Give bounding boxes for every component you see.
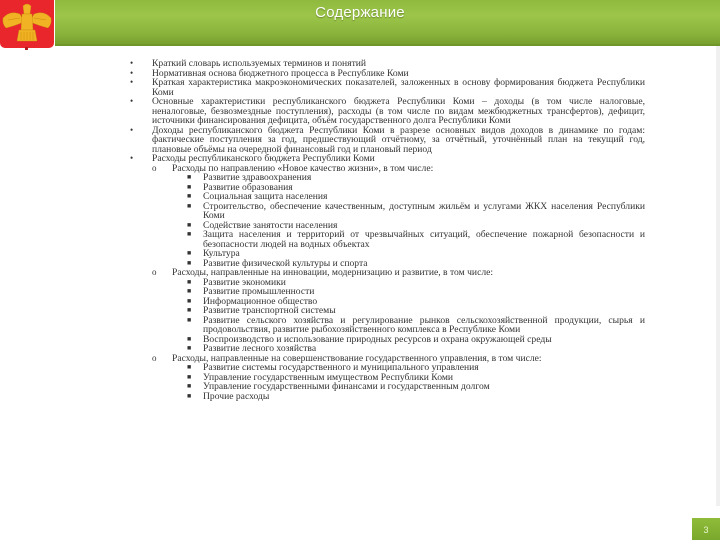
- toc-item-level-3: [187, 229, 645, 250]
- square-bullet-icon: ■: [187, 334, 192, 343]
- toc-item-text: Развитие физической культуры и спорта: [203, 257, 368, 269]
- square-bullet-icon: ■: [187, 306, 192, 314]
- toc-item-text: Информационное общество: [203, 295, 318, 307]
- toc-item-text: Доходы республиканского бюджета Республики Коми в разрезе основных видов доходов в динамике по годам: фактические поступления за год, предшествующий отчётному, за отчётный, уточнённый план на текущий год, плановые объёмы на очередной финансовый год и плановый период: [152, 124, 645, 155]
- toc-item-text: Развитие экономики: [203, 276, 286, 288]
- header-bar: [55, 0, 720, 46]
- toc-item-text: Нормативная основа бюджетного процесса в Республике Коми: [152, 67, 409, 79]
- toc-item-text: Строительство, обеспечение качественным, доступным жильём и услугами ЖКХ населения Республики Коми: [203, 200, 645, 221]
- page-title: Содержание: [315, 4, 405, 21]
- toc-item-text: Социальная защита населения: [203, 191, 328, 202]
- toc-item-text: Развитие здравоохранения: [203, 172, 312, 183]
- toc-item-level-3: [187, 390, 645, 402]
- round-bullet-icon: •: [130, 58, 134, 68]
- square-bullet-icon: ■: [187, 372, 192, 381]
- square-bullet-icon: ■: [187, 344, 192, 352]
- square-bullet-icon: ■: [187, 363, 192, 371]
- toc-item-text: Краткая характеристика макроэкономических показателей, заложенных в основу формирования бюджета Республики Коми: [152, 77, 645, 98]
- toc-item-text: Расходы по направлению «Новое качество жизни», в том числе:: [172, 162, 434, 174]
- toc-item-text: Культура: [203, 248, 240, 259]
- square-bullet-icon: ■: [187, 192, 192, 200]
- square-bullet-icon: ■: [187, 277, 192, 286]
- square-bullet-icon: ■: [187, 391, 192, 400]
- round-bullet-icon: •: [130, 96, 134, 106]
- square-bullet-icon: ■: [187, 173, 192, 181]
- circle-bullet-icon: o: [152, 352, 157, 363]
- toc-item-text: Управление государственными финансами и государственным долгом: [203, 381, 490, 392]
- toc-item-level-1: [130, 77, 645, 98]
- square-bullet-icon: ■: [187, 201, 192, 210]
- circle-bullet-icon: o: [152, 267, 157, 277]
- square-bullet-icon: ■: [187, 220, 192, 229]
- toc-item-level-3: [187, 381, 645, 392]
- logo-stem: [25, 47, 28, 50]
- round-bullet-icon: •: [130, 67, 134, 78]
- toc-item-text: Краткий словарь используемых терминов и понятий: [152, 58, 367, 69]
- toc-item-text: Прочие расходы: [203, 390, 270, 402]
- toc-item-text: Развитие лесного хозяйства: [203, 343, 317, 354]
- toc-item-level-1: [130, 124, 645, 155]
- toc-item-text: Развитие промышленности: [203, 286, 315, 297]
- square-bullet-icon: ■: [187, 382, 192, 390]
- toc-item-text: Основные характеристики республиканского бюджета Республики Коми – доходы (в том числе налоговые, неналоговые, безвозмездные поступления), расходы (в том числе по видам межбюджетных трансфертов), дефицит, источники финансирования дефицита, объём государственного долга Республики Коми: [152, 96, 645, 126]
- square-bullet-icon: ■: [187, 287, 192, 295]
- page-number-badge: [692, 518, 720, 540]
- toc-item-text: Развитие образования: [203, 181, 293, 193]
- toc-item-text: Защита населения и территорий от чрезвычайных ситуаций, обеспечение пожарной безопасности и безопасности людей на водных объектах: [203, 229, 645, 250]
- square-bullet-icon: ■: [187, 258, 192, 267]
- toc-item-text: Расходы, направленные на совершенствование государственного управления, в том числе:: [172, 352, 542, 364]
- round-bullet-icon: •: [130, 124, 134, 135]
- toc-item-text: Развитие сельского хозяйства и регулирование рынков сельскохозяйственной продукции, сырья и продовольствия, развитие рыбохозяйственного комплекса в Республике Коми: [203, 314, 645, 335]
- page-number: 3: [703, 525, 709, 535]
- toc-item-level-1: [130, 96, 645, 126]
- toc-item-level-3: [187, 314, 645, 335]
- toc-item-text: Расходы, направленные на инновации, модернизацию и развитие, в том числе:: [172, 267, 494, 278]
- toc-item-text: Содействие занятости населения: [203, 219, 338, 231]
- toc-item-text: Воспроизводство и использование природных ресурсов и охрана окружающей среды: [203, 333, 552, 345]
- toc-item-text: Развитие системы государственного и муниципального управления: [203, 362, 479, 373]
- square-bullet-icon: ■: [187, 249, 192, 257]
- square-bullet-icon: ■: [187, 230, 192, 238]
- toc-item-text: Управление государственным имуществом Республики Коми: [203, 371, 454, 383]
- round-bullet-icon: •: [130, 77, 134, 87]
- table-of-contents: [0, 59, 720, 401]
- toc-item-text: Расходы республиканского бюджета Республики Коми: [152, 153, 375, 164]
- toc-item-level-3: [187, 200, 645, 221]
- toc-item-text: Развитие транспортной системы: [203, 305, 336, 316]
- square-bullet-icon: ■: [187, 296, 192, 305]
- round-bullet-icon: •: [130, 153, 134, 163]
- square-bullet-icon: ■: [187, 315, 192, 324]
- circle-bullet-icon: o: [152, 162, 157, 173]
- square-bullet-icon: ■: [187, 182, 192, 191]
